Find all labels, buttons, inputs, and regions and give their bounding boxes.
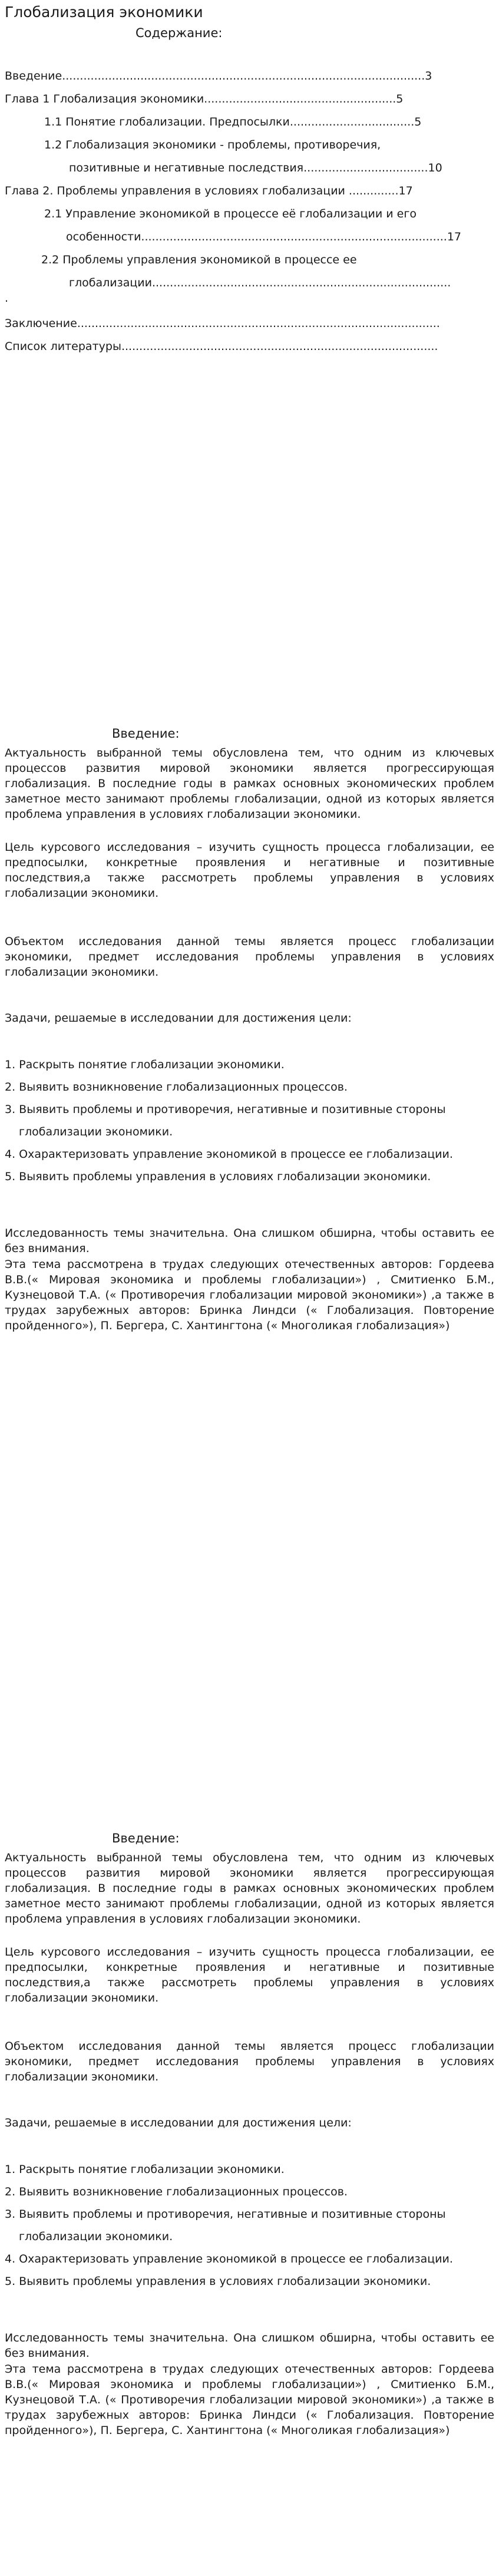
toc-entry-2-2-cont: глобализации.................................................................................... (69, 276, 451, 289)
toc-entry-2-1-cont: особенности......................................................................................17 (66, 230, 462, 243)
toc-heading: Содержание: (136, 26, 223, 40)
task-item-3: 3. Выявить проблемы и противоречия, негативные и позитивные стороны (5, 1103, 446, 1116)
task-item-5-repeat: 5. Выявить проблемы управления в условиях глобализации экономики. (5, 2275, 431, 2288)
intro-paragraph-object-repeat: Объектом исследования данной темы является процесс глобализации экономики, предмет исследования проблемы управления в условиях глобализации экономики. (5, 2040, 494, 2083)
intro-paragraph-object: Объектом исследования данной темы является процесс глобализации экономики, предмет исследования проблемы управления в условиях глобализации экономики. (5, 935, 494, 979)
intro-heading: Введение: (112, 726, 180, 741)
intro-paragraph-goal-repeat: Цель курсового исследования – изучить сущность процесса глобализации, ее предпосылки, конкретные проявления и негативные и позитивные последствия,а также рассмотреть проблемы управления в условиях глобализации экономики. (5, 1946, 494, 2004)
intro-paragraph-goal: Цель курсового исследования – изучить сущность процесса глобализации, ее предпосылки, конкретные проявления и негативные и позитивные последствия,а также рассмотреть проблемы управления в условиях глобализации экономики. (5, 841, 494, 900)
intro-paragraph-relevance-repeat: Актуальность выбранной темы обусловлена тем, что одним из ключевых процессов развития мировой экономики является прогрессирующая глобализация. В последние годы в рамках основных экономических проблем заметное место занимают проблемы глобализации, одной из которых является проблема управления в условиях глобализации экономики. (5, 1851, 494, 1926)
task-item-4: 4. Охарактеризовать управление экономикой в процессе ее глобализации. (5, 1148, 453, 1161)
task-item-3-cont-repeat: глобализации экономики. (19, 2230, 173, 2243)
task-item-5: 5. Выявить проблемы управления в условиях глобализации экономики. (5, 1170, 431, 1183)
document-title: Глобализация экономики (5, 4, 203, 21)
toc-entry-1-2-cont: позитивные и негативные последствия...................................10 (69, 161, 442, 174)
intro-paragraph-tasks: Задачи, решаемые в исследовании для достижения цели: (5, 1012, 352, 1025)
toc-entry-chapter-2: Глава 2. Проблемы управления в условиях глобализации ..............17 (5, 184, 413, 197)
intro-paragraph-authors: Эта тема рассмотрена в трудах следующих отечественных авторов: Гордеева В.В.(« Мировая экономика и проблемы глобализации») , Смитиенко Б.М., Кузнецовой Т.А. (« Противоречия глобализации мировой экономики») ,а также в трудах зарубежных авторов: Бринка Линдси (« Глобализация. Повторение пройденного»), П. Бергера, С. Хантингтона (« Многоликая глобализация») (5, 1258, 494, 1332)
intro-paragraph-research: Исследованность темы значительна. Она слишком обширна, чтобы оставить ее без внимания. (5, 1227, 494, 1255)
task-item-3-cont: глобализации экономики. (19, 1125, 173, 1138)
intro-heading-repeat: Введение: (112, 1831, 180, 1845)
toc-entry-2-2: 2.2 Проблемы управления экономикой в процессе ее (41, 253, 357, 266)
toc-entry-bibliography: Список литературы......................................................................................... (5, 340, 438, 353)
toc-entry-intro: Введение......................................................................................................3 (5, 70, 432, 82)
toc-entry-1-2: 1.2 Глобализация экономики - проблемы, противоречия, (44, 138, 381, 151)
task-item-1-repeat: 1. Раскрыть понятие глобализации экономики. (5, 2163, 285, 2176)
intro-paragraph-authors-repeat: Эта тема рассмотрена в трудах следующих отечественных авторов: Гордеева В.В.(« Мировая экономика и проблемы глобализации») , Смитиенко Б.М., Кузнецовой Т.А. (« Противоречия глобализации мировой экономики») ,а также в трудах зарубежных авторов: Бринка Линдси (« Глобализация. Повторение пройденного»), П. Бергера, С. Хантингтона (« Многоликая глобализация») (5, 2363, 494, 2437)
task-item-4-repeat: 4. Охарактеризовать управление экономикой в процессе ее глобализации. (5, 2253, 453, 2265)
task-item-3-repeat: 3. Выявить проблемы и противоречия, негативные и позитивные стороны (5, 2208, 446, 2221)
intro-paragraph-tasks-repeat: Задачи, решаемые в исследовании для достижения цели: (5, 2116, 352, 2129)
toc-entry-2-1: 2.1 Управление экономикой в процессе её глобализации и его (44, 207, 417, 220)
intro-paragraph-relevance: Актуальность выбранной темы обусловлена тем, что одним из ключевых процессов развития мировой экономики является прогрессирующая глобализация. В последние годы в рамках основных экономических проблем заметное место занимают проблемы глобализации, одной из которых является проблема управления в условиях глобализации экономики. (5, 747, 494, 821)
intro-paragraph-research-repeat: Исследованность темы значительна. Она слишком обширна, чтобы оставить ее без внимания. (5, 2331, 494, 2360)
toc-entry-conclusion: Заключение...................................................................................................... (5, 317, 440, 330)
toc-entry-1-1: 1.1 Понятие глобализации. Предпосылки...................................5 (44, 115, 422, 128)
task-item-2-repeat: 2. Выявить возникновение глобализационных процессов. (5, 2185, 348, 2198)
toc-entry-chapter-1: Глава 1 Глобализация экономики......................................................5 (5, 93, 404, 105)
task-item-2: 2. Выявить возникновение глобализационных процессов. (5, 1081, 348, 1094)
task-item-1: 1. Раскрыть понятие глобализации экономики. (5, 1058, 285, 1071)
stray-dot: . (5, 292, 9, 305)
